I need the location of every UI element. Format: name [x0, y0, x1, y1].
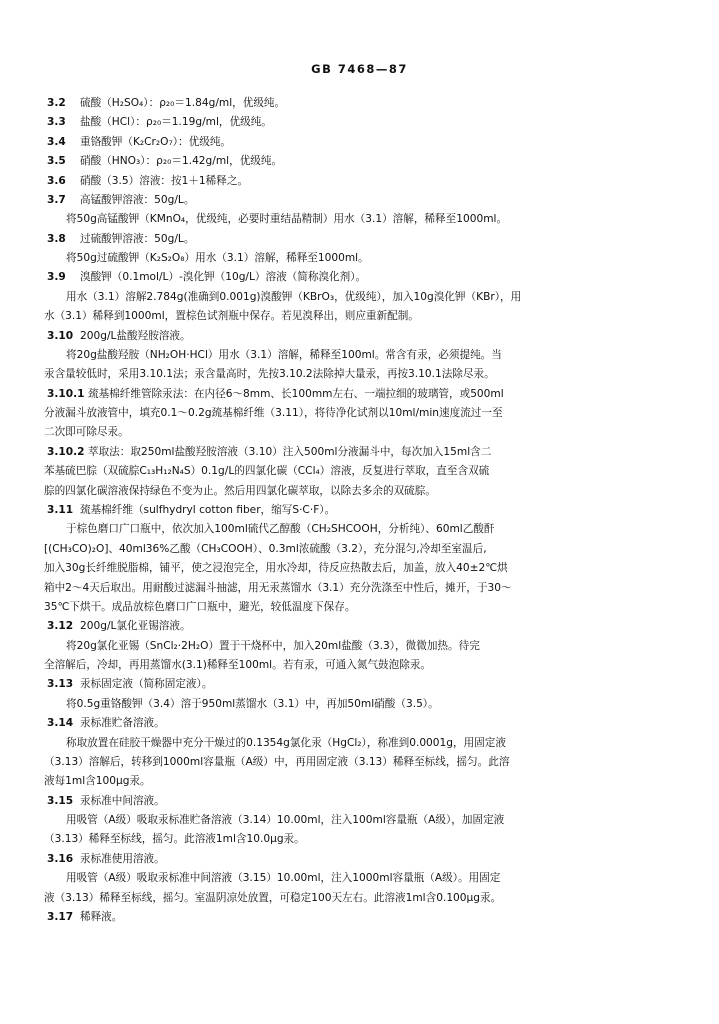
section-number: 3.6	[47, 174, 66, 187]
text-line	[0, 231, 719, 248]
text-line	[0, 793, 719, 810]
paragraph-text: 用吸管（A级）吸取汞标准贮备溶液（3.14）10.00ml，注入100ml容量瓶（A级），加固定液	[66, 814, 505, 827]
section-text: 盐酸（HCl）：ρ₂₀＝1.19g/ml，优级纯。	[80, 116, 272, 129]
paragraph-continuation: 35℃下烘干。成品放棕色磨口广口瓶中，避光，较低温度下保存。	[44, 600, 356, 613]
paragraph-text: 将0.5g重铬酸钾（3.4）溶于950ml蒸馏水（3.1）中，再加50ml硝酸（3.5）。	[66, 697, 439, 710]
text-line	[0, 735, 719, 752]
text-line	[0, 424, 719, 441]
section-number: 3.17	[47, 910, 74, 923]
section-number: 3.10.2	[47, 445, 85, 458]
text-line	[0, 173, 719, 190]
section-text: 200g/L盐酸羟胺溶液。	[80, 329, 191, 342]
paragraph-continuation: 汞含量较低时，采用3.10.1法；汞含量高时，先按3.10.2法除掉大量汞，再按3.10.1法除尽汞。	[44, 368, 495, 381]
standard-code-header: GB 7468—87	[311, 62, 408, 76]
paragraph-continuation: [(CH₃CO)₂O]、40ml36%乙酸（CH₃COOH）、0.3ml浓硫酸（3.2），充分混匀,冷却至室温后,	[44, 542, 487, 555]
text-line	[0, 444, 719, 461]
section-number: 3.12	[47, 620, 74, 633]
text-line	[0, 386, 719, 403]
section-text: 高锰酸钾溶液：50g/L。	[80, 193, 195, 206]
paragraph-continuation: （3.13）稀释至标线，摇匀。此溶液1ml含10.0μg汞。	[44, 833, 305, 846]
section-text: 汞标准贮备溶液。	[80, 717, 165, 730]
text-line	[0, 812, 719, 829]
text-line	[0, 890, 719, 907]
text-line	[0, 483, 719, 500]
section-text: 汞标准使用溶液。	[80, 852, 165, 865]
text-line	[0, 638, 719, 655]
text-line	[0, 134, 719, 151]
text-line	[0, 657, 719, 674]
paragraph-text: 将50g高锰酸钾（KMnO₄，优级纯，必要时重结晶精制）用水（3.1）溶解，稀释至1000ml。	[66, 213, 508, 226]
paragraph-text: 将20g盐酸羟胺（NH₂OH·HCl）用水（3.1）溶解，稀释至100ml。常含有汞，必须提纯。当	[66, 348, 502, 361]
section-text: 200g/L氯化亚锡溶液。	[80, 620, 191, 633]
section-text: 巯基棉纤维（sulfhydryl cotton fiber，缩写S·C·F）。	[80, 503, 336, 516]
paragraph-continuation: 液每1ml含100μg汞。	[44, 775, 151, 788]
paragraph-continuation: 二次即可除尽汞。	[44, 426, 129, 439]
section-number: 3.9	[47, 271, 66, 284]
text-line	[0, 405, 719, 422]
section-number: 3.13	[47, 678, 74, 691]
paragraph-continuation: 苯基硫巴腙（双硫腙C₁₃H₁₂N₄S）0.1g/L的四氯化碳（CCl₄）溶液，反复进行萃取，直至含双硫	[44, 465, 490, 478]
section-number: 3.2	[47, 97, 66, 109]
section-number: 3.16	[47, 852, 74, 865]
text-line	[0, 328, 719, 345]
section-number: 3.15	[47, 794, 74, 807]
paragraph-text: 将50g过硫酸钾（K₂S₂O₈）用水（3.1）溶解，稀释至1000ml。	[66, 252, 369, 265]
text-line	[0, 696, 719, 713]
text-line	[0, 599, 719, 616]
text-line	[0, 676, 719, 693]
text-line	[0, 366, 719, 383]
text-line	[0, 308, 719, 325]
paragraph-continuation: 全溶解后，冷却，再用蒸馏水(3.1)稀释至100ml。若有汞，可通入氮气鼓泡除汞。	[44, 659, 432, 672]
section-number: 3.14	[47, 717, 74, 730]
text-line	[0, 618, 719, 635]
text-line	[0, 211, 719, 228]
section-text: 萃取法：取250ml盐酸羟胺溶液（3.10）注入500ml分液漏斗中，每次加入15ml含二	[88, 445, 492, 458]
text-line	[0, 192, 719, 209]
section-number: 3.7	[47, 193, 66, 206]
section-number: 3.11	[47, 503, 74, 516]
text-line	[0, 289, 719, 306]
text-line	[0, 153, 719, 170]
section-text: 溴酸钾（0.1mol/L）-溴化钾（10g/L）溶液（简称溴化剂）。	[80, 271, 367, 284]
section-number: 3.5	[47, 155, 66, 168]
text-line	[0, 521, 719, 538]
text-line	[0, 114, 719, 131]
text-line	[0, 541, 719, 558]
text-line	[0, 715, 719, 732]
section-text: 汞标固定液（简称固定液）。	[80, 678, 213, 691]
paragraph-text: 用吸管（A级）吸取汞标准中间溶液（3.15）10.00ml，注入1000ml容量瓶（A级）。用固定	[66, 872, 501, 885]
paragraph-text: 称取放置在硅胶干燥器中充分干燥过的0.1354g氯化汞（HgCl₂），称准到0.0001g，用固定液	[66, 736, 506, 749]
section-text: 硝酸（3.5）溶液：按1＋1稀释之。	[80, 174, 249, 187]
section-number: 3.4	[47, 135, 66, 148]
paragraph-continuation: 水（3.1）稀释到1000ml，置棕色试剂瓶中保存。若见溴释出，则应重新配制。	[44, 310, 419, 323]
paragraph-continuation: 分液漏斗放液管中，填充0.1～0.2g巯基棉纤维（3.11），将待净化试剂以10ml/min速度流过一至	[44, 407, 503, 420]
paragraph-text: 用水（3.1）溶解2.784g(准确到0.001g)溴酸钾（KBrO₃，优级纯），加入10g溴化钾（KBr），用	[66, 290, 522, 303]
paragraph-continuation: 箱中2～4天后取出。用耐酸过滤漏斗抽滤，用无汞蒸馏水（3.1）充分洗涤至中性后，摊开，于30～	[44, 581, 512, 594]
section-text: 重铬酸钾（K₂Cr₂O₇）：优级纯。	[80, 135, 232, 148]
paragraph-continuation: 腙的四氯化碳溶液保持绿色不变为止。然后用四氯化碳萃取，以除去多余的双硫腙。	[44, 484, 436, 497]
text-line	[0, 463, 719, 480]
paragraph-continuation: 液（3.13）稀释至标线，摇匀。室温阴凉处放置，可稳定100天左右。此溶液1ml含0.100μg汞。	[44, 891, 502, 904]
text-line	[0, 95, 719, 112]
text-line	[0, 909, 719, 926]
section-text: 汞标准中间溶液。	[80, 794, 165, 807]
section-number: 3.10	[47, 329, 74, 342]
text-line	[0, 580, 719, 597]
paragraph-text: 将20g氯化亚锡（SnCl₂·2H₂O）置于干烧杯中，加入20ml盐酸（3.3），微微加热。待完	[66, 639, 480, 652]
section-text: 硝酸（HNO₃）：ρ₂₀＝1.42g/ml，优级纯。	[80, 155, 283, 168]
paragraph-text: 于棕色磨口广口瓶中，依次加入100ml硫代乙醇酸（CH₂SHCOOH，分析纯）、60ml乙酸酐	[66, 523, 495, 536]
section-text: 稀释液。	[80, 910, 123, 923]
text-line	[0, 347, 719, 364]
text-line	[0, 831, 719, 848]
text-line	[0, 502, 719, 519]
paragraph-continuation: （3.13）溶解后，转移到1000ml容量瓶（A级）中，再用固定液（3.13）稀释至标线，摇匀。此溶	[44, 755, 510, 768]
text-line	[0, 870, 719, 887]
text-line	[0, 250, 719, 267]
paragraph-continuation: 加入30g长纤维脱脂棉，铺平，使之浸泡完全，用水冷却，待反应热散去后，加盖，放入40±2℃烘	[44, 562, 508, 575]
text-line	[0, 269, 719, 286]
text-line	[0, 773, 719, 790]
section-text: 硫酸（H₂SO₄）：ρ₂₀＝1.84g/ml，优级纯。	[80, 97, 286, 109]
text-line	[0, 754, 719, 771]
text-line	[0, 851, 719, 868]
section-text: 巯基棉纤维管除汞法：在内径6～8mm、长100mm左右、一端拉细的玻璃管，或500ml	[88, 387, 504, 400]
section-number: 3.3	[47, 116, 66, 129]
section-number: 3.8	[47, 232, 66, 245]
section-text: 过硫酸钾溶液：50g/L。	[80, 232, 195, 245]
section-number: 3.10.1	[47, 387, 85, 400]
text-line	[0, 560, 719, 577]
